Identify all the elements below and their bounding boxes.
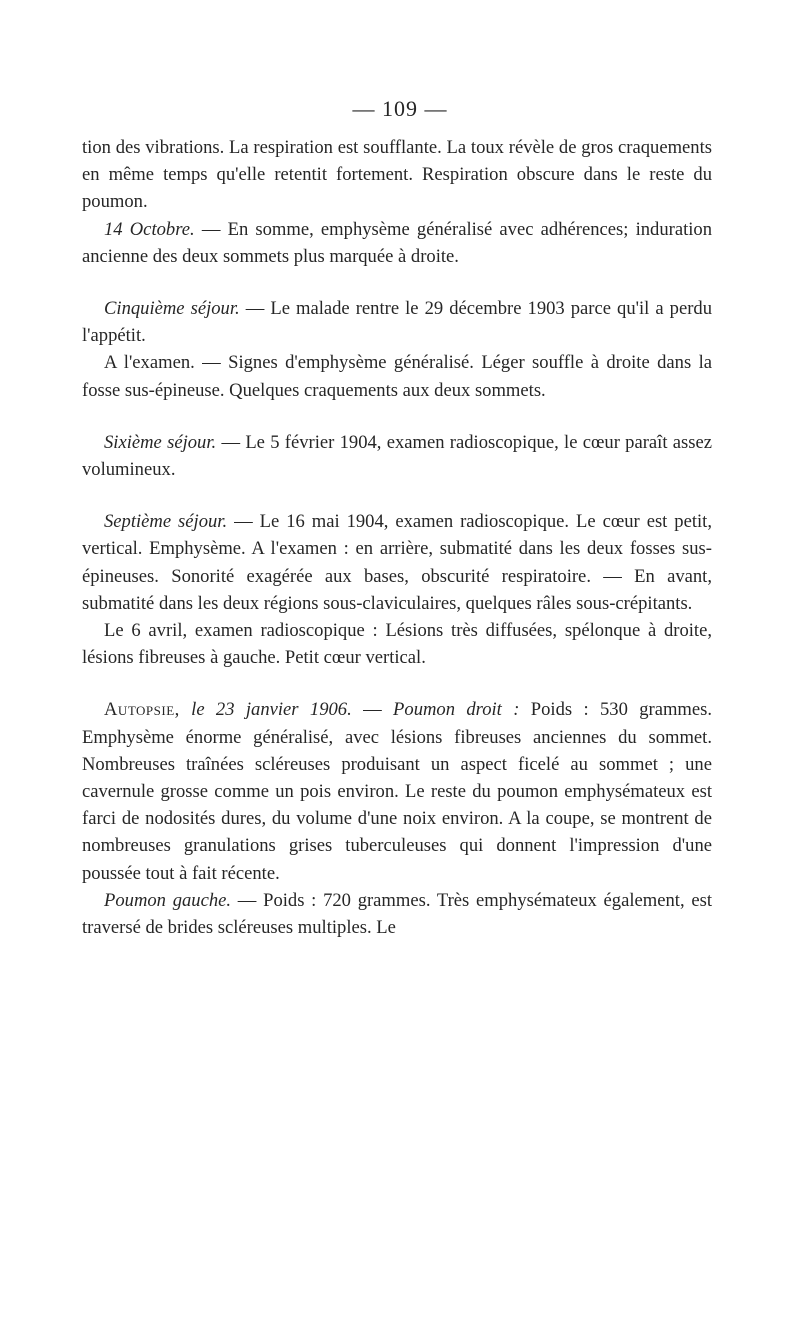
paragraph-poumon-gauche (82, 887, 712, 941)
paragraph-text: — Le 16 mai 1904, examen radioscopique. Le cœur est petit, vertical. Emphysème. A l'examen : en arrière, submatité dans les deux fosses sus-épineuses. Sonorité exagérée aux bases, obscurité respiratoire. — En avant, submatité dans les deux régions sous-claviculaires, quelques râles sous-crépitants. (82, 511, 712, 614)
paragraph-text: — Le 5 février 1904, examen radioscopique, le cœur paraît assez volumineux. (82, 431, 712, 481)
section-label: Cinquième séjour. (104, 298, 240, 320)
section-label: Sixième séjour. (104, 431, 217, 453)
paragraph-text: — En somme, emphysème généralisé avec adhérences; induration ancienne des deux sommets plus marquée à droite. (82, 218, 712, 267)
left-lung-label: Poumon gauche. (104, 889, 232, 911)
dash: — (351, 699, 394, 721)
autopsy-date: le 23 janvier 1906. (179, 699, 352, 721)
paragraph-respiration: tion des vibrations. La respiration est soufflante. La toux révèle de gros craquements en même temps qu'elle retentit fortement. Respiration obscure dans le reste du poumon. (82, 137, 712, 213)
paragraph-text: Poids : 530 grammes. Emphysème énorme généralisé, avec lésions fibreuses anciennes du sommet. Nombreuses traînées scléreuses produisant un aspect ficelé au sommet ; une cavernule grosse comme un pois environ. Le reste du poumon emphysémateux est farci de nodosités dures, du volume d'une noix environ. A la coupe, se montrent de nombreuses granulations grises tuberculeuses qui donnent l'impression d'une poussée tout à fait récente. (82, 699, 713, 884)
paragraph-6-avril: Le 6 avril, examen radioscopique : Lésions très diffusées, spélonque à droite, lésions fibreuses à gauche. Petit cœur vertical. (82, 620, 712, 669)
paragraph-autopsie (82, 696, 712, 886)
paragraph-14-octobre (82, 216, 712, 270)
body-text (82, 134, 712, 941)
paragraph-sixieme-sejour (82, 429, 712, 483)
paragraph-septieme-sejour (82, 508, 712, 617)
paragraph-cinquieme-sejour (82, 295, 712, 349)
paragraph-text: — Le malade rentre le 29 décembre 1903 parce qu'il a perdu l'appétit. (82, 298, 712, 347)
paragraph-text: — Poids : 720 grammes. Très emphysémateux également, est traversé de brides scléreuses multiples. Le (82, 889, 712, 939)
paragraph-examen: A l'examen. — Signes d'emphysème généralisé. Léger souffle à droite dans la fosse sus-épineuse. Quelques craquements aux deux sommets. (82, 352, 712, 401)
date-label: 14 Octobre. (104, 218, 195, 240)
page-number: — 109 — (352, 96, 448, 121)
right-lung-label: Poumon droit : (393, 699, 520, 721)
section-label: Septième séjour. (104, 511, 228, 533)
autopsy-label: Autopsie, (104, 699, 180, 721)
